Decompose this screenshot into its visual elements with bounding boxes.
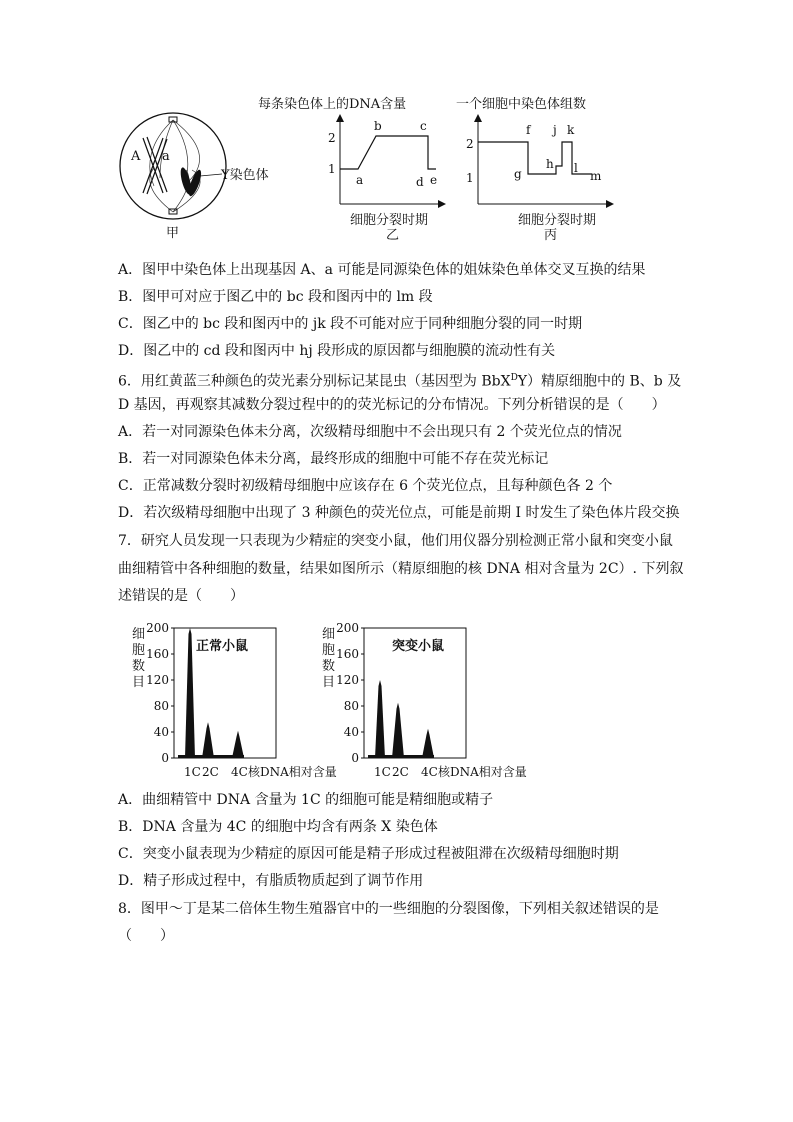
ylabel-char: 细 xyxy=(322,627,336,642)
figure-jia-caption: 甲 xyxy=(166,226,180,241)
figure-bing-caption: 丙 xyxy=(544,228,558,243)
bing-point-g: g xyxy=(514,167,522,181)
figure-bing-chart xyxy=(456,92,626,242)
yi-point-a: a xyxy=(356,173,364,187)
yi-point-c: c xyxy=(420,119,427,133)
q6-stem-line2: D 基因，再观察其减数分裂过程中的的荧光标记的分布情况。下列分析错误的是（ ） xyxy=(118,397,666,413)
q6-option-d: D．若次级精母细胞中出现了 3 种颜色的荧光位点，可能是前期 I 时发生了染色体片段交换 xyxy=(118,505,680,521)
centriole-top xyxy=(169,117,177,122)
bing-point-j: j xyxy=(553,123,557,137)
bing-point-h: h xyxy=(546,157,554,171)
figure-yi-xlabel: 细胞分裂时期 xyxy=(350,213,429,228)
y-tick-label: 160 xyxy=(146,647,169,661)
baseline-noise xyxy=(368,755,434,758)
y-tick-label: 160 xyxy=(336,647,359,661)
yi-point-e: e xyxy=(430,173,438,187)
bing-tick-2: 2 xyxy=(466,137,474,151)
q6-stem-post: Y）精原细胞中的 B、b 及 xyxy=(517,373,682,390)
ylabel-char: 细 xyxy=(132,627,146,642)
gene-label-A: A xyxy=(131,149,141,164)
x-axis-label: 核DNA相对含量 xyxy=(248,765,337,779)
q5-option-d: D．图乙中的 cd 段和图丙中 hj 段形成的原因都与细胞膜的流动性有关 xyxy=(118,343,556,359)
cell-membrane xyxy=(120,113,226,219)
q6-option-b: B．若一对同源染色体未分离，最终形成的细胞中可能不存在荧光标记 xyxy=(118,451,549,467)
y-tick-label: 200 xyxy=(336,621,359,635)
yi-point-b: b xyxy=(374,119,382,133)
y-tick-label: 80 xyxy=(153,699,169,713)
histogram-peak-1C xyxy=(375,680,385,758)
yi-tick-2: 2 xyxy=(328,131,336,145)
bing-point-m: m xyxy=(590,169,602,183)
histogram-normal-mouse xyxy=(126,618,337,783)
figure-yi-chart xyxy=(258,92,458,242)
q7-option-c: C．突变小鼠表现为少精症的原因可能是精子形成过程被阻滞在次级精母细胞时期 xyxy=(118,846,619,862)
x-tick-label: 1C xyxy=(184,765,201,779)
q7-stem-line1: 7．研究人员发现一只表现为少精症的突变小鼠，他们用仪器分别检测正常小鼠和突变小鼠 xyxy=(118,533,673,549)
q7-option-a: A．曲细精管中 DNA 含量为 1C 的细胞可能是精细胞或精子 xyxy=(118,792,494,808)
histogram-peak-2C xyxy=(392,703,404,758)
ylabel-char: 目 xyxy=(322,675,336,690)
y-chromosome-label: Y染色体 xyxy=(221,168,269,183)
ylabel-char: 数 xyxy=(132,659,146,674)
figure-bing-xlabel: 细胞分裂时期 xyxy=(518,213,597,228)
histogram-peak-4C xyxy=(232,731,244,758)
y-tick-label: 120 xyxy=(336,673,359,687)
bing-point-l: l xyxy=(574,161,578,175)
q7-option-d: D．精子形成过程中，有脂质物质起到了调节作用 xyxy=(118,873,424,889)
q5-option-a: A．图甲中染色体上出现基因 A、a 可能是同源染色体的姐妹染色单体交叉互换的结果 xyxy=(118,262,646,278)
q6-stem-superscript: D xyxy=(510,373,518,383)
q8-stem-line1: 8．图甲～丁是某二倍体生物生殖器官中的一些细胞的分裂图像，下列相关叙述错误的是 xyxy=(118,901,659,917)
gene-label-a: a xyxy=(162,149,170,164)
x-tick-label: 2C xyxy=(202,765,219,779)
x-tick-label: 4C xyxy=(231,765,248,779)
chart-title: 突变小鼠 xyxy=(392,639,445,654)
chromosome-crossed xyxy=(143,137,167,194)
ylabel-char: 胞 xyxy=(322,643,336,658)
q6-stem-line1 xyxy=(118,368,681,392)
figure-yi-ylabel: 每条染色体上的DNA含量 xyxy=(258,97,407,112)
y-tick-label: 40 xyxy=(153,725,169,739)
q7-stem-line2: 曲细精管中各种细胞的数量，结果如图所示（精原细胞的核 DNA 相对含量为 2C）. 下列叙 xyxy=(118,561,684,577)
y-tick-label: 40 xyxy=(343,725,359,739)
ylabel-char: 胞 xyxy=(132,643,146,658)
ylabel-char: 数 xyxy=(322,659,336,674)
y-tick-label: 200 xyxy=(146,621,169,635)
bing-tick-1: 1 xyxy=(466,171,474,185)
q6-option-a: A．若一对同源染色体未分离，次级精母细胞中不会出现只有 2 个荧光位点的情况 xyxy=(118,424,622,440)
ylabel-char: 目 xyxy=(132,675,146,690)
q7-option-b: B．DNA 含量为 4C 的细胞中均含有两条 X 染色体 xyxy=(118,819,438,835)
figure-bing-ylabel: 一个细胞中染色体组数 xyxy=(456,97,587,112)
baseline-noise xyxy=(178,755,244,758)
x-tick-label: 2C xyxy=(392,765,409,779)
figure-yi-caption: 乙 xyxy=(386,228,400,243)
q6-stem-pre: 6．用红黄蓝三种颜色的荧光素分别标记某昆虫（基因型为 BbX xyxy=(118,373,511,390)
x-axis-label: 核DNA相对含量 xyxy=(438,765,527,779)
q5-option-b: B．图甲可对应于图乙中的 bc 段和图丙中的 lm 段 xyxy=(118,289,433,305)
histogram-peak-4C xyxy=(422,729,434,758)
q6-option-c: C．正常减数分裂时初级精母细胞中应该存在 6 个荧光位点，且每种颜色各 2 个 xyxy=(118,478,613,494)
q5-option-c: C．图乙中的 bc 段和图丙中的 jk 段不可能对应于同种细胞分裂的同一时期 xyxy=(118,316,583,332)
x-tick-label: 4C xyxy=(421,765,438,779)
yi-dna-curve xyxy=(340,136,436,169)
x-tick-label: 1C xyxy=(374,765,391,779)
yi-point-d: d xyxy=(416,175,424,189)
bing-point-k: k xyxy=(567,123,575,137)
chart-title: 正常小鼠 xyxy=(196,639,249,654)
histogram-peak-1C xyxy=(185,628,195,758)
q7-stem-line3: 述错误的是（ ） xyxy=(118,588,244,604)
y-tick-label: 0 xyxy=(351,751,359,765)
bing-point-f: f xyxy=(526,123,531,137)
histogram-peak-2C xyxy=(202,722,214,758)
q8-stem-line2: （ ） xyxy=(118,928,174,944)
yi-tick-1: 1 xyxy=(328,162,336,176)
y-pointer-line xyxy=(200,174,222,176)
y-tick-label: 120 xyxy=(146,673,169,687)
histogram-mutant-mouse xyxy=(316,618,526,783)
y-tick-label: 0 xyxy=(161,751,169,765)
y-tick-label: 80 xyxy=(343,699,359,713)
